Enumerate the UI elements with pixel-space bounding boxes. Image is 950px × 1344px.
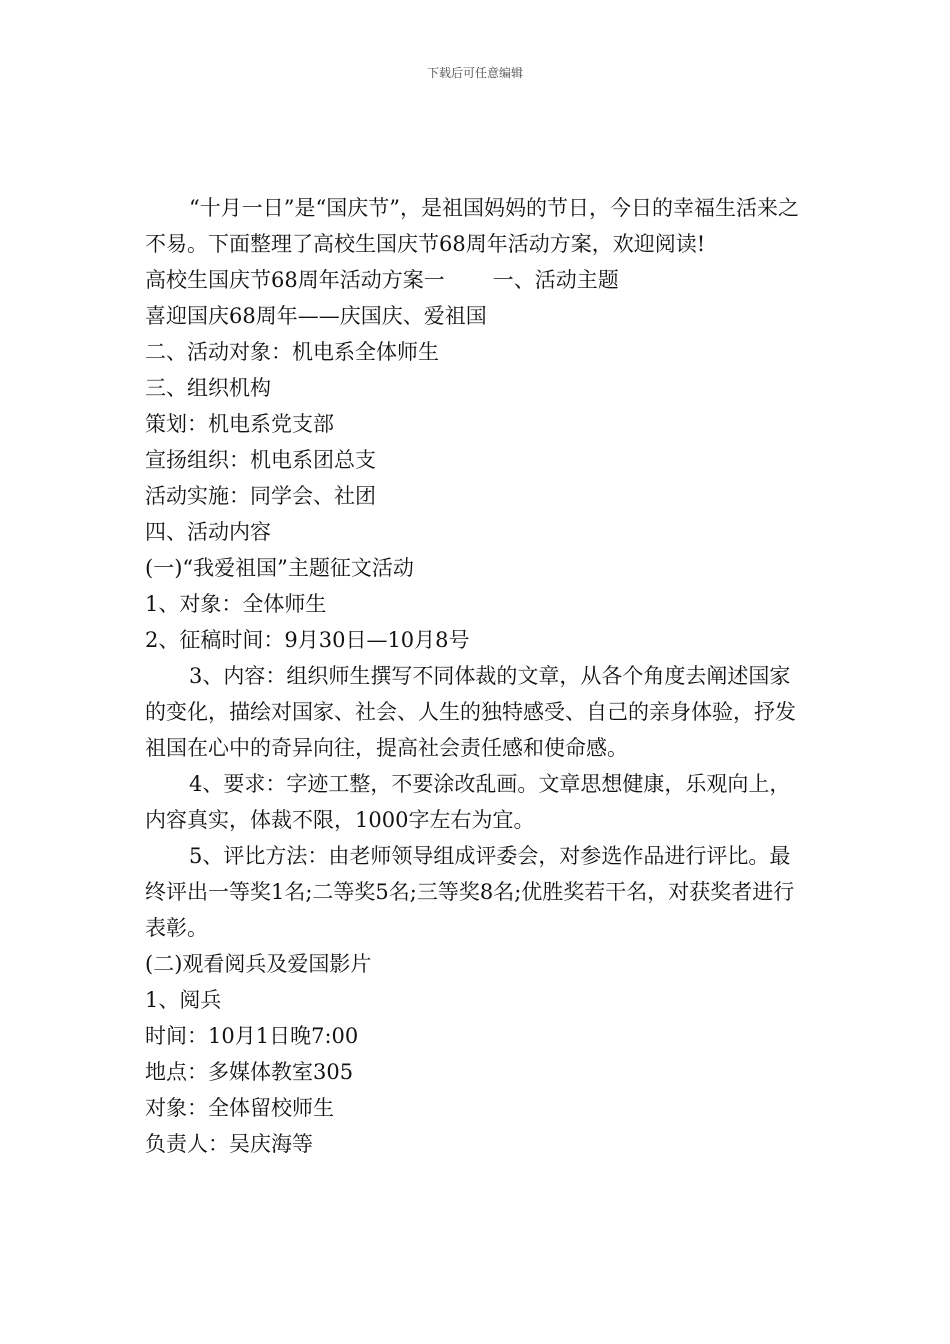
title-spacer bbox=[445, 262, 493, 298]
activity2-time: 时间：10月1日晚7:00 bbox=[145, 1024, 359, 1048]
intro-paragraph: “十月一日”是“国庆节”，是祖国妈妈的节日，今日的幸福生活来之不易。下面整理了高校生国庆节68周年活动方案，欢迎阅读! bbox=[145, 196, 799, 256]
activity2-person: 负责人：吴庆海等 bbox=[145, 1132, 313, 1156]
activity2-item1: 1、阅兵 bbox=[145, 988, 222, 1012]
activity1-item5: 5、评比方法：由老师领导组成评委会，对参选作品进行评比。最终评出一等奖1名;二等奖5名;三等奖8名;优胜奖若干名，对获奖者进行表彰。 bbox=[145, 844, 795, 940]
theme-line: 喜迎国庆68周年——庆国庆、爱祖国 bbox=[145, 304, 487, 328]
activity1-item3: 3、内容：组织师生撰写不同体裁的文章，从各个角度去阐述国家的变化，描绘对国家、社会、人生的独特感受、自己的亲身体验，抒发祖国在心中的奇异向往，提高社会责任感和使命感。 bbox=[145, 664, 796, 760]
page-header-note: 下载后可任意编辑 bbox=[426, 66, 523, 80]
activity2-heading: (二)观看阅兵及爱国影片 bbox=[145, 952, 372, 976]
activity1-heading: (一)“我爱祖国”主题征文活动 bbox=[145, 556, 414, 580]
section3-heading: 三、组织机构 bbox=[145, 376, 271, 400]
activity1-item4: 4、要求：字迹工整，不要涂改乱画。文章思想健康，乐观向上，内容真实，体裁不限，1000字左右为宜。 bbox=[145, 772, 791, 832]
org-promotion: 宣扬组织：机电系团总支 bbox=[145, 448, 376, 472]
plan-title: 高校生国庆节68周年活动方案一 bbox=[145, 268, 445, 292]
document-body bbox=[145, 190, 810, 1162]
activity2-audience: 对象：全体留校师生 bbox=[145, 1096, 334, 1120]
plan-title-line bbox=[145, 262, 810, 298]
section4-heading: 四、活动内容 bbox=[145, 520, 271, 544]
org-implementation: 活动实施：同学会、社团 bbox=[145, 484, 376, 508]
section1-heading: 一、活动主题 bbox=[492, 268, 619, 292]
activity2-place: 地点：多媒体教室305 bbox=[145, 1060, 354, 1084]
activity1-item1: 1、对象：全体师生 bbox=[145, 592, 327, 616]
section2-line: 二、活动对象：机电系全体师生 bbox=[145, 340, 439, 364]
activity1-item2: 2、征稿时间：9月30日—10月8号 bbox=[145, 628, 470, 652]
org-planning: 策划：机电系党支部 bbox=[145, 412, 334, 436]
